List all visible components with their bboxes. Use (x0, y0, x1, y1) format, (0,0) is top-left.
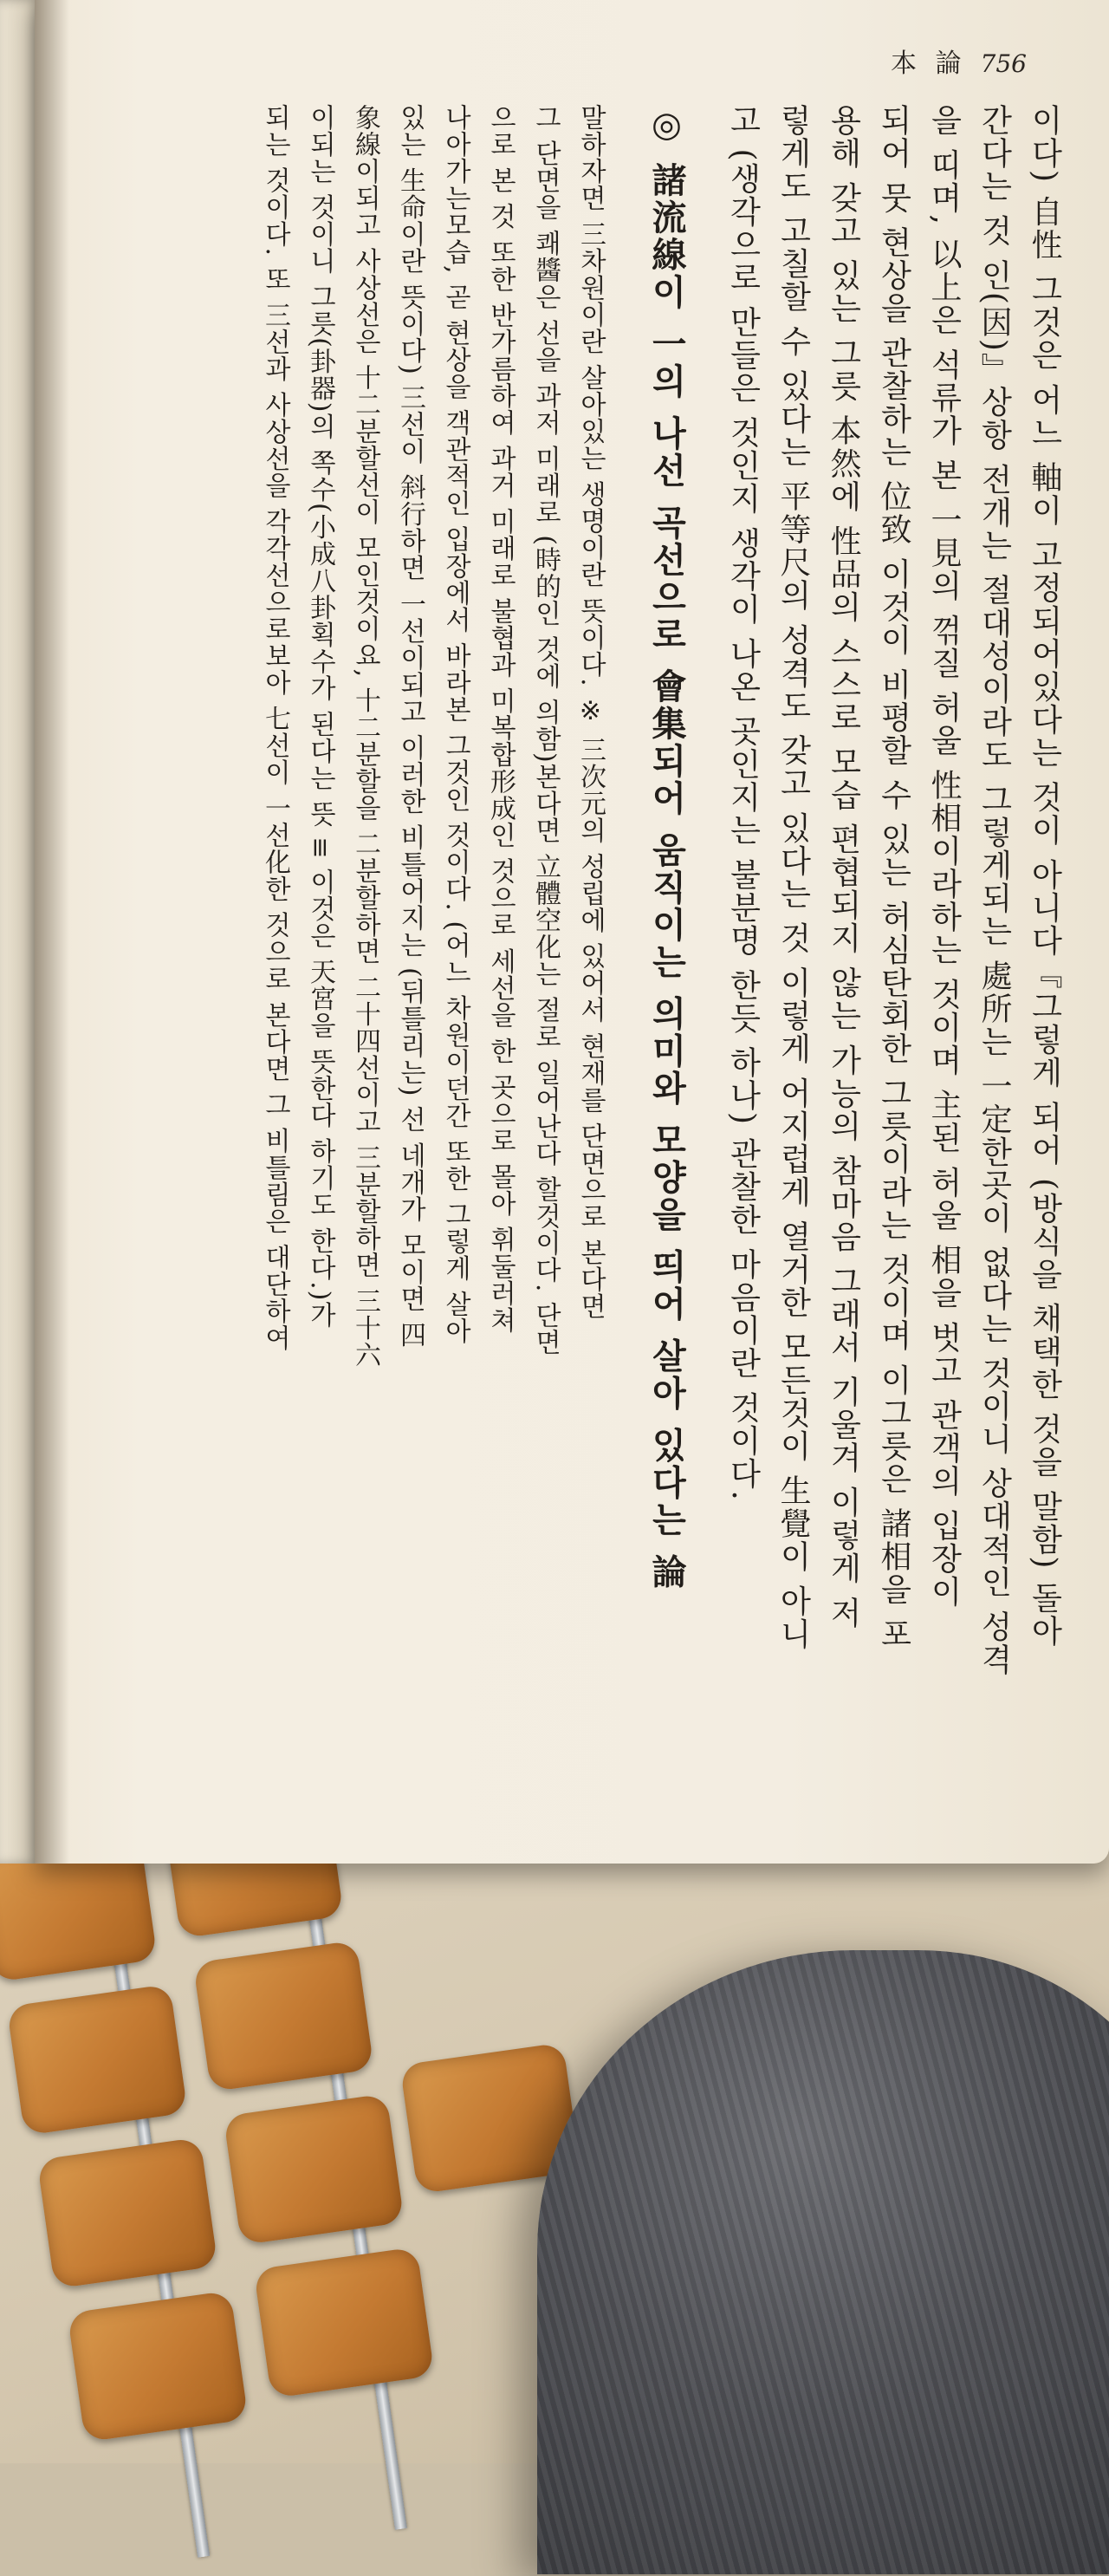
text-column: 고 (생각으로 만들은 것인지 생각이 나온 곳인지는 불분명 한듯 하나) 관찰한 마음이란 것이다. (725, 104, 761, 1502)
left-page-edge (0, 0, 38, 1864)
text-column: 렇게도 고칠할 수 있다는 平等尺의 성격도 갖고 있다는 것 이렇게 어지럽게 열거한 모든것이 生覺이 아니 (775, 104, 811, 1651)
mat-tile (68, 2291, 249, 2443)
text-column: 간다는 것 인(因)』상항 전개는 절대성이라도 그렇게되는 處所는 一定한곳이 없다는 것이니 상대적인 성격 (976, 104, 1012, 1676)
section-text-column: 말하자면 三차원이란 살아있는 생명이란 뜻이다. ※ 三次元의 성립에 있어서 현재를 단면으로 본다면 (575, 104, 606, 1320)
section-text-column: 이되는 것이니 그릇(卦器)의 쪽수(小成八卦획수가 된다는 뜻 ≡ 이것은 天宮을 뜻한다 하기도 한다.)가 (305, 104, 335, 1329)
text-column: 이다) 自性 그것은 어느 軸이 고정되어있다는 것이 아니다『그렇게 되어 (방식을 채택한 것을 말함) 돌아 (1027, 104, 1062, 1648)
running-head-title: 本 論 (891, 49, 967, 79)
text-column: 용해 갖고 있는 그릇 本然에 性品의 스스로 모습 편협되지 않는 가능의 참마음 그래서 기울겨 이렇게 저 (826, 104, 861, 1630)
mat-tile (37, 2137, 218, 2289)
section-text-column: 象線이되고 사상선은 十二분할선이 모인것이요, 十二분할을 二분할하면 二十四선이고 三분할하면 三十六 (350, 104, 380, 1369)
text-column: 되어 뭇 현상을 관찰하는 位致 이것이 비평할 수 있는 허심탄회한 그릇이라는 것이며 이그릇은 諸相을 포 (876, 104, 911, 1651)
text-column: 을 띠며, 以上은 석류가 본 一見의 꺾질 허울 性相이라하는 것이며 主된 허울 相을 벗고 관객의 입장이 (926, 104, 962, 1609)
mat-tile (7, 1984, 188, 2136)
mat-tile (254, 2247, 435, 2398)
vertical-text-block (255, 104, 1066, 1768)
section-heading: ◎ 諸流線이 一의 나선 곡선으로 會集되어 움직이는 의미와 모양을 띄어 살아 있다는 論 (646, 104, 687, 1591)
gutter-shadow (35, 0, 69, 1864)
mat-tile (193, 1940, 374, 2091)
section-text-column: 나아가는모습, 곧 현상을 객관적인 입장에서 바라본 그것인 것이다. (어느 차원이던간 또한 그렇게 살아 (440, 104, 470, 1345)
mat-tile (224, 2093, 405, 2245)
running-head (891, 42, 1027, 80)
section-text-column: 으로 본 것 또한 반가름하여 과거 미래로 불협과 미복합形成인 것으로 세선을 한 곳으로 몰아 휘둘러쳐 (485, 104, 516, 1334)
section-text-column: 그 단면을 쾌醬은 선을 과저 미래로 (時的인 것에 의함)본다면 立體空化는 절로 일어난다 할것이다. 단면 (530, 104, 561, 1356)
left-page-glyph (3, 234, 29, 303)
book-page (35, 0, 1109, 1864)
section-text-column: 있는 生命이란 뜻이다) 三선이 斜行하면 一선이되고 이러한 비틀어지는 (뒤틀리는) 선 네개가 모이면 四 (395, 104, 425, 1349)
sock-foot (537, 1950, 1109, 2574)
section-text-column: 되는 것이다. 또 三선과 사상선을 각각선으로보아 七선이 一선化한 것으로 본다면 그 비틀림은 대단하여 (260, 104, 290, 1351)
page-number: 756 (980, 49, 1027, 78)
